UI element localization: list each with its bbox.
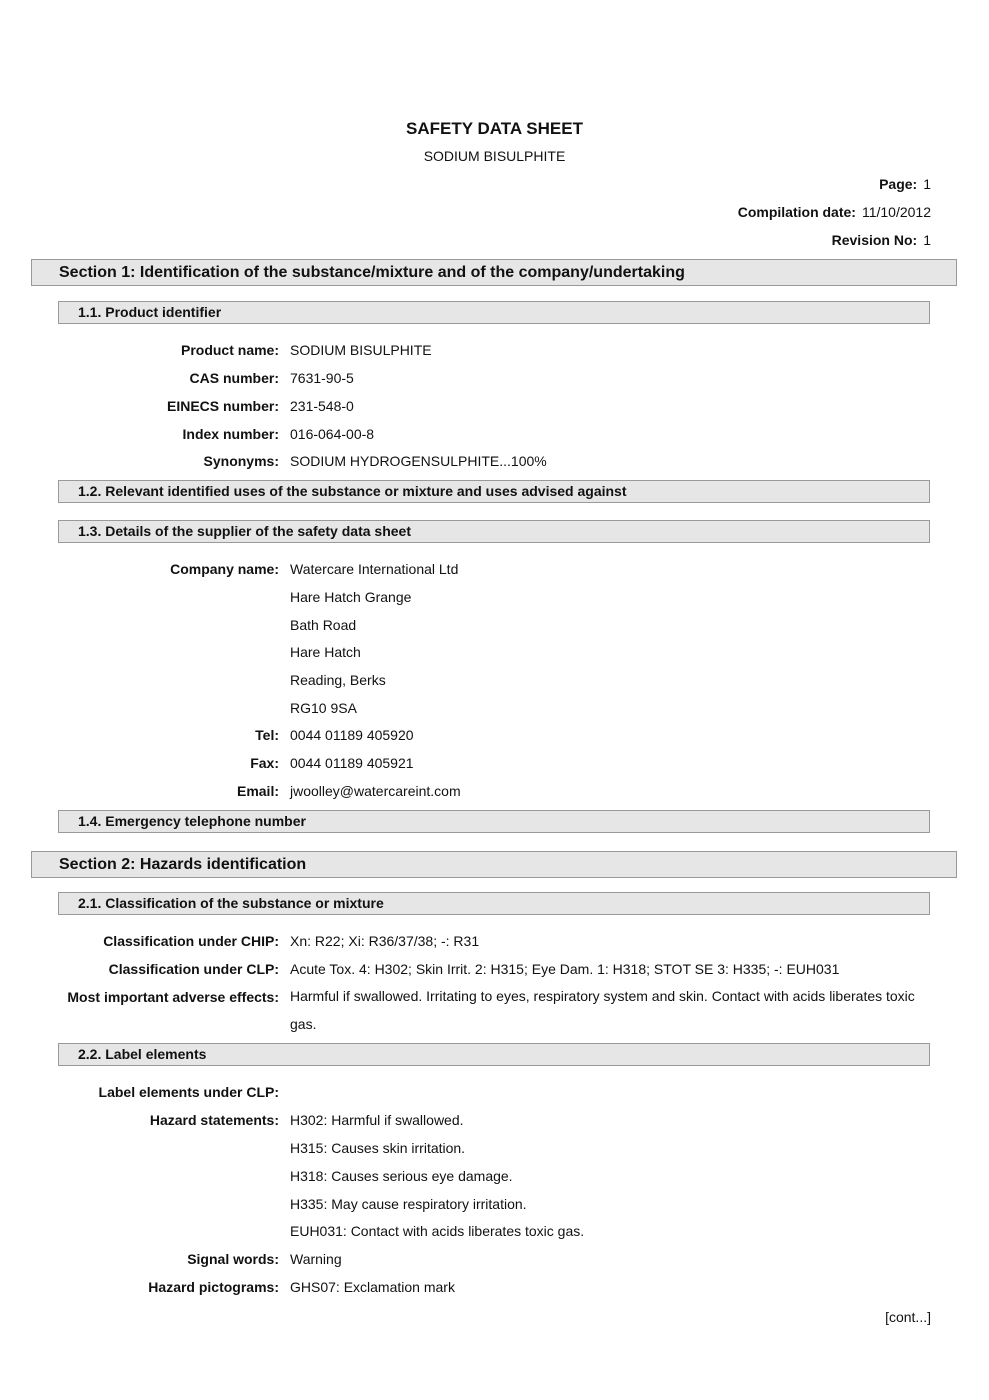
field-value: GHS07: Exclamation mark xyxy=(290,1279,455,1295)
field-value: Hare Hatch Grange xyxy=(290,589,412,605)
subsection-2-2-heading: 2.2. Label elements xyxy=(58,1043,930,1066)
compilation-value: 11/10/2012 xyxy=(861,204,931,220)
compilation-label: Compilation date: xyxy=(737,204,856,220)
field-value: Xn: R22; Xi: R36/37/38; -: R31 xyxy=(290,933,480,949)
field-value: jwoolley@watercareint.com xyxy=(290,783,461,799)
field-value: Warning xyxy=(290,1251,342,1267)
field-label: Hazard statements: xyxy=(149,1112,279,1128)
field-label: CAS number: xyxy=(189,370,279,386)
field-label: Fax: xyxy=(250,755,279,771)
page-number xyxy=(879,176,931,192)
field-value: Harmful if swallowed. Irritating to eyes, respiratory system and skin. Contact with acids liberates toxic gas. xyxy=(290,988,915,1032)
field-value: 7631-90-5 xyxy=(290,370,354,386)
field-label: Company name: xyxy=(170,561,279,577)
field-label: Most important adverse effects: xyxy=(67,989,279,1005)
field-label: Classification under CHIP: xyxy=(103,933,279,949)
field-value: Acute Tox. 4: H302; Skin Irrit. 2: H315; Eye Dam. 1: H318; STOT SE 3: H335; -: EUH031 xyxy=(290,961,840,977)
field-value: SODIUM HYDROGENSULPHITE...100% xyxy=(290,453,547,469)
field-value: EUH031: Contact with acids liberates toxic gas. xyxy=(290,1223,585,1239)
field-value: SODIUM BISULPHITE xyxy=(290,342,432,358)
field-label: Product name: xyxy=(180,342,279,358)
subsection-1-1-heading: 1.1. Product identifier xyxy=(58,301,930,324)
field-value: RG10 9SA xyxy=(290,700,357,716)
field-label: Label elements under CLP: xyxy=(98,1084,279,1100)
document-subtitle: SODIUM BISULPHITE xyxy=(423,148,566,164)
page-value: 1 xyxy=(923,176,931,192)
revision-value: 1 xyxy=(923,232,931,248)
field-value: Reading, Berks xyxy=(290,672,386,688)
document-title: SAFETY DATA SHEET xyxy=(406,119,583,138)
field-value: Hare Hatch xyxy=(290,644,361,660)
section-2-heading: Section 2: Hazards identification xyxy=(31,851,957,878)
subsection-1-4-heading: 1.4. Emergency telephone number xyxy=(58,810,930,833)
field-label: Tel: xyxy=(255,727,279,743)
field-value: Watercare International Ltd xyxy=(290,561,459,577)
field-value: H335: May cause respiratory irritation. xyxy=(290,1196,527,1212)
field-label: Index number: xyxy=(182,426,279,442)
continued-marker: [cont...] xyxy=(885,1309,931,1325)
field-value: H318: Causes serious eye damage. xyxy=(290,1168,513,1184)
field-value: H315: Causes skin irritation. xyxy=(290,1140,466,1156)
revision-number xyxy=(832,232,931,248)
field-label: Signal words: xyxy=(187,1251,279,1267)
field-label: Classification under CLP: xyxy=(108,961,279,977)
compilation-date xyxy=(738,204,931,220)
field-label: Email: xyxy=(236,783,279,799)
field-value: 016-064-00-8 xyxy=(290,426,375,442)
field-value: 0044 01189 405920 xyxy=(290,727,414,743)
section-1-heading: Section 1: Identification of the substance/mixture and of the company/undertaking xyxy=(31,259,957,286)
subsection-1-2-heading: 1.2. Relevant identified uses of the substance or mixture and uses advised against xyxy=(58,480,930,503)
subsection-2-1-heading: 2.1. Classification of the substance or mixture xyxy=(58,892,930,915)
field-value: 231-548-0 xyxy=(290,398,354,414)
field-label: Synonyms: xyxy=(203,453,279,469)
field-value: Bath Road xyxy=(290,617,357,633)
field-label: EINECS number: xyxy=(166,398,279,414)
field-label: Hazard pictograms: xyxy=(148,1279,279,1295)
page-label: Page: xyxy=(879,176,918,192)
field-value: 0044 01189 405921 xyxy=(290,755,414,771)
revision-label: Revision No: xyxy=(831,232,918,248)
subsection-1-3-heading: 1.3. Details of the supplier of the safety data sheet xyxy=(58,520,930,543)
field-value: H302: Harmful if swallowed. xyxy=(290,1112,464,1128)
